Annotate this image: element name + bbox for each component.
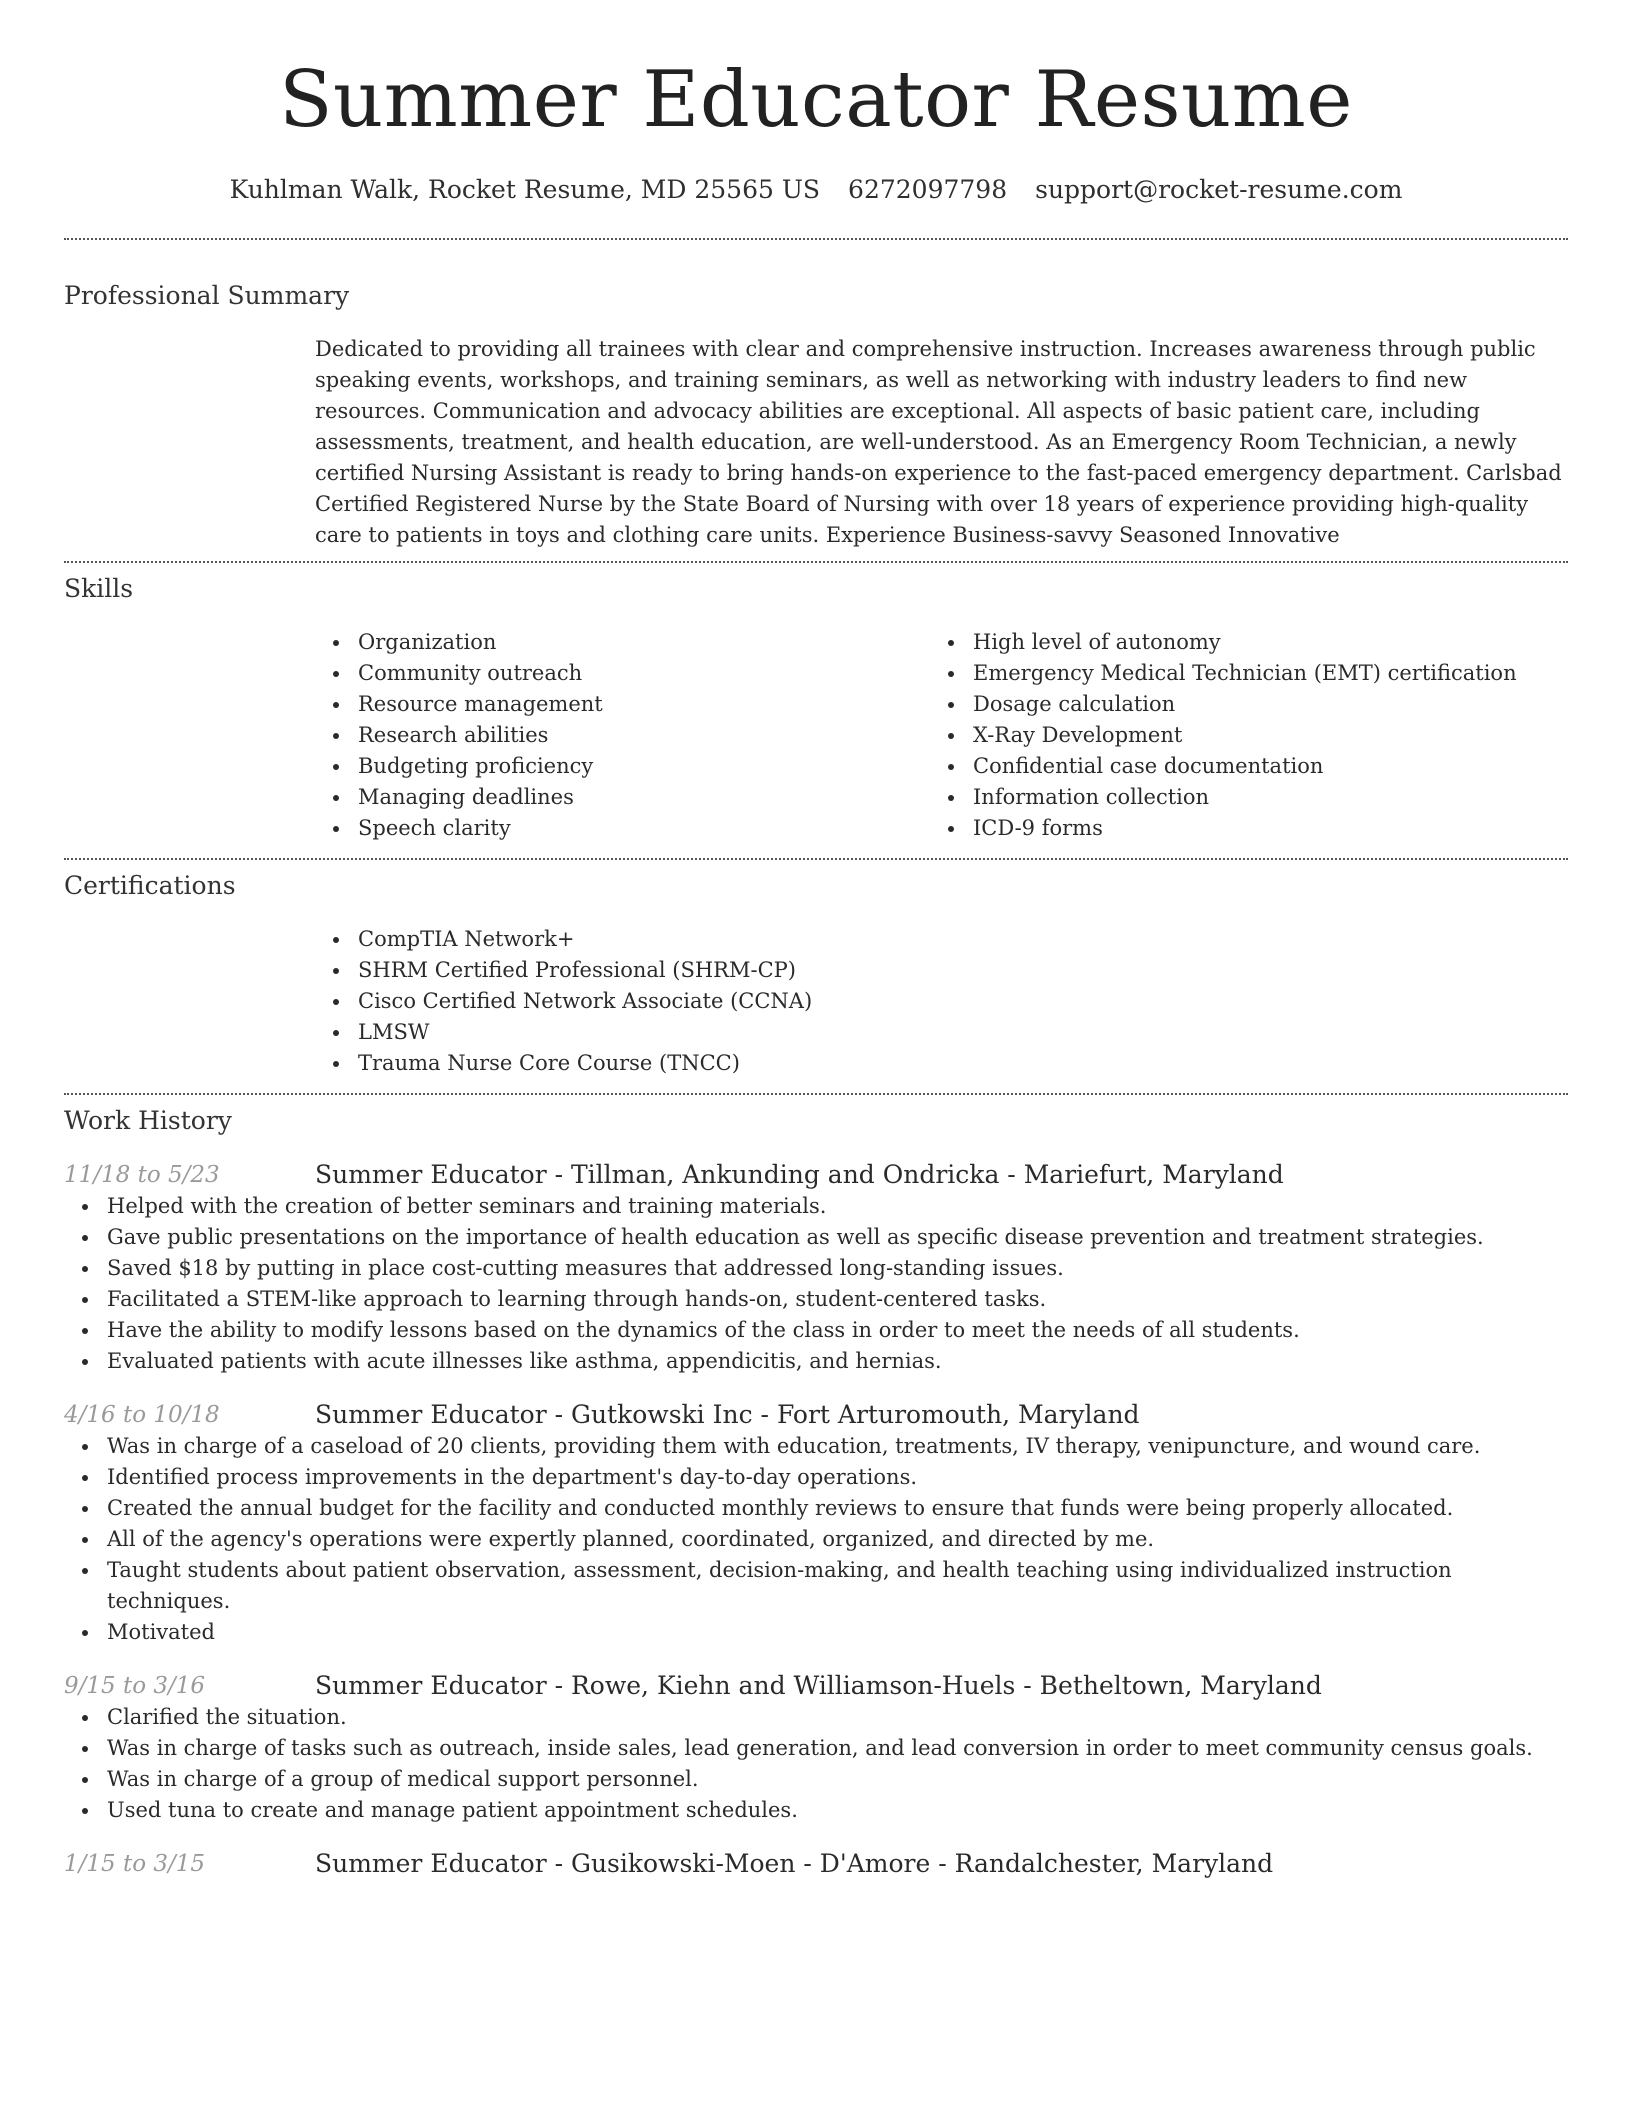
job-bullet: Clarified the situation.	[107, 1702, 1568, 1733]
job-bullet: Used tuna to create and manage patient appointment schedules.	[107, 1795, 1568, 1826]
skill-item: ICD-9 forms	[973, 813, 1545, 844]
job-dates: 9/15 to 3/16	[64, 1673, 206, 1699]
summary-heading: Professional Summary	[64, 281, 350, 310]
certifications-heading: Certifications	[64, 871, 236, 900]
skill-item: Dosage calculation	[973, 689, 1545, 720]
job-bullet: Taught students about patient observation, assessment, decision-making, and health teaching using individualized instruction techniques.	[107, 1555, 1568, 1617]
job-entry	[64, 1848, 1568, 1880]
work-history-heading: Work History	[64, 1106, 232, 1135]
skill-item: Research abilities	[358, 720, 930, 751]
summary-text: Dedicated to providing all trainees with clear and comprehensive instruction. Increases awareness through public speaking events, workshops, and training seminars, as well as networking with industry leaders to find new resources. Communication and advocacy abilities are exceptional. All aspects of basic patient care, including assessments, treatment, and health education, are well-understood. As an Emergency Room Technician, a newly certified Nursing Assistant is ready to bring hands-on experience to the fast-paced emergency department. Carlsbad Certified Registered Nurse by the State Board of Nursing with over 18 years of experience providing high-quality care to patients in toys and clothing care units. Experience Business-savvy Seasoned Innovative	[315, 337, 1562, 547]
job-bullet: Created the annual budget for the facility and conducted monthly reviews to ensure that funds were being properly allocated.	[107, 1493, 1568, 1524]
skill-item: Community outreach	[358, 658, 930, 689]
job-entry	[64, 1159, 1568, 1377]
skill-item: Budgeting proficiency	[358, 751, 930, 782]
skill-item: Resource management	[358, 689, 930, 720]
skills-column-right	[930, 627, 1545, 844]
skill-item: High level of autonomy	[973, 627, 1545, 658]
skills-heading: Skills	[64, 574, 134, 603]
job-title: Summer Educator - Tillman, Ankunding and Ondricka - Mariefurt, Maryland	[315, 1160, 1284, 1189]
certification-item: SHRM Certified Professional (SHRM-CP)	[358, 955, 1568, 986]
work-history-section	[64, 1095, 1568, 1880]
resume-title: Summer Educator Resume	[279, 55, 1353, 145]
certification-item: Cisco Certified Network Associate (CCNA)	[358, 986, 1568, 1017]
certification-item: CompTIA Network+	[358, 924, 1568, 955]
contact-email: support@rocket-resume.com	[1035, 175, 1403, 204]
job-bullet: All of the agency's operations were expertly planned, coordinated, organized, and directed by me.	[107, 1524, 1568, 1555]
job-bullet: Was in charge of tasks such as outreach, inside sales, lead generation, and lead conversion in order to meet community census goals.	[107, 1733, 1568, 1764]
skill-item: X-Ray Development	[973, 720, 1545, 751]
skill-item: Speech clarity	[358, 813, 930, 844]
certification-item: Trauma Nurse Core Course (TNCC)	[358, 1048, 1568, 1079]
certifications-section	[64, 860, 1568, 1079]
job-bullet: Motivated	[107, 1617, 1568, 1648]
job-dates: 11/18 to 5/23	[64, 1162, 220, 1188]
skill-item: Emergency Medical Technician (EMT) certification	[973, 658, 1545, 689]
job-bullet: Saved $18 by putting in place cost-cutting measures that addressed long-standing issues.	[107, 1253, 1568, 1284]
job-bullets	[64, 1431, 1568, 1648]
contact-line	[64, 174, 1568, 206]
contact-phone: 6272097798	[848, 175, 1008, 204]
job-dates: 1/15 to 3/15	[64, 1851, 206, 1877]
job-bullet: Was in charge of a group of medical support personnel.	[107, 1764, 1568, 1795]
job-dates: 4/16 to 10/18	[64, 1402, 220, 1428]
skill-item: Organization	[358, 627, 930, 658]
job-bullet: Evaluated patients with acute illnesses like asthma, appendicitis, and hernias.	[107, 1346, 1568, 1377]
skill-item: Information collection	[973, 782, 1545, 813]
job-title: Summer Educator - Gusikowski-Moen - D'Amore - Randalchester, Maryland	[315, 1849, 1274, 1878]
skills-column-left	[315, 627, 930, 844]
job-bullet: Helped with the creation of better seminars and training materials.	[107, 1191, 1568, 1222]
work-history-jobs	[64, 1159, 1568, 1880]
job-entry	[64, 1670, 1568, 1826]
job-bullet: Have the ability to modify lessons based on the dynamics of the class in order to meet the needs of all students.	[107, 1315, 1568, 1346]
job-entry	[64, 1399, 1568, 1648]
job-title: Summer Educator - Gutkowski Inc - Fort Arturomouth, Maryland	[315, 1400, 1140, 1429]
job-bullets	[64, 1191, 1568, 1377]
summary-section	[64, 240, 1568, 551]
skills-section	[64, 563, 1568, 844]
job-bullet: Identified process improvements in the department's day-to-day operations.	[107, 1462, 1568, 1493]
job-bullets	[64, 1702, 1568, 1826]
certification-item: LMSW	[358, 1017, 1568, 1048]
skill-item: Managing deadlines	[358, 782, 930, 813]
job-bullet: Gave public presentations on the importance of health education as well as specific disease prevention and treatment strategies.	[107, 1222, 1568, 1253]
job-bullet: Was in charge of a caseload of 20 clients, providing them with education, treatments, IV therapy, venipuncture, and wound care.	[107, 1431, 1568, 1462]
resume-page	[64, 0, 1568, 1880]
contact-address: Kuhlman Walk, Rocket Resume, MD 25565 US	[229, 175, 821, 204]
skills-columns	[315, 627, 1568, 844]
job-bullet: Facilitated a STEM-like approach to learning through hands-on, student-centered tasks.	[107, 1284, 1568, 1315]
job-title: Summer Educator - Rowe, Kiehn and Williamson-Huels - Betheltown, Maryland	[315, 1671, 1322, 1700]
skill-item: Confidential case documentation	[973, 751, 1545, 782]
